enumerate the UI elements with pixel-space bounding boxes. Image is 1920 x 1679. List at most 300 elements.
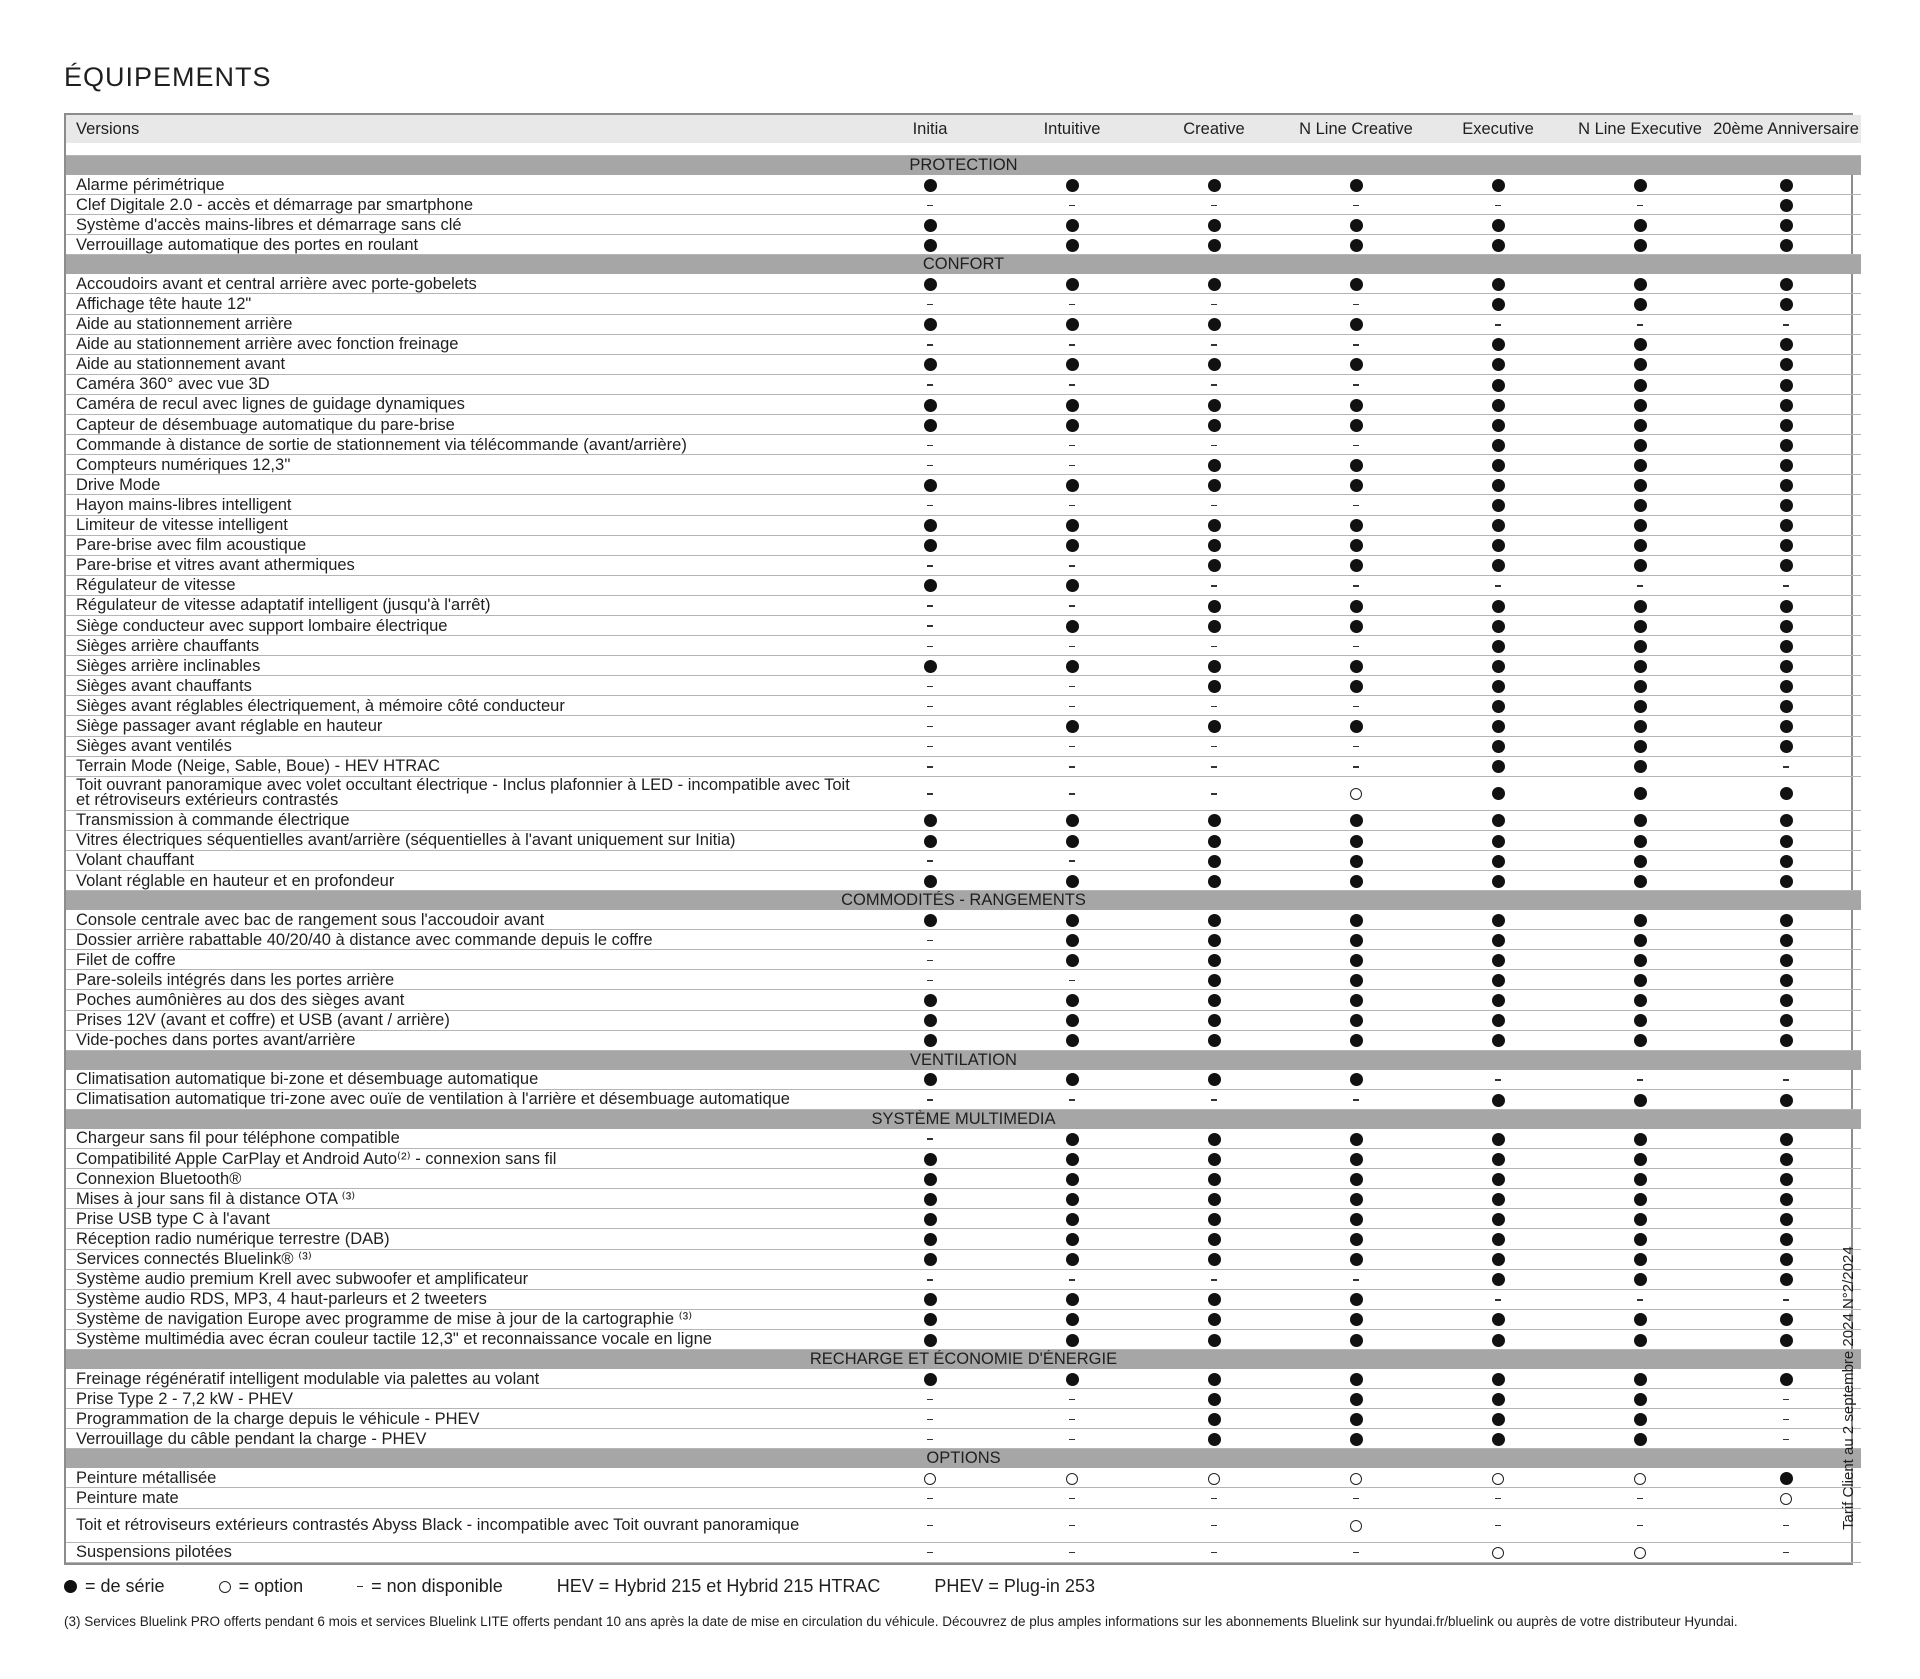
not-available-dash-icon: [927, 706, 933, 708]
standard-dot-icon: [1350, 1373, 1363, 1386]
not-available-dash-icon: [927, 646, 933, 648]
not-available-dash-icon: [927, 1552, 933, 1554]
not-available-dash-icon: [1353, 304, 1359, 306]
availability-cell: [1569, 1309, 1711, 1329]
equipment-label: Aide au stationnement avant: [66, 354, 859, 374]
legend-option-label: = option: [238, 1576, 304, 1596]
not-available-dash-icon: [1211, 205, 1217, 207]
standard-dot-icon: [1634, 1433, 1647, 1446]
availability-cell: [1001, 676, 1143, 696]
standard-dot-icon: [1634, 934, 1647, 947]
availability-cell: [1001, 535, 1143, 555]
standard-dot-icon: [1066, 539, 1079, 552]
availability-cell: [1285, 696, 1427, 716]
not-available-dash-icon: [1637, 1299, 1643, 1301]
availability-cell: [859, 274, 1001, 294]
availability-cell: [1143, 334, 1285, 354]
equipment-label: Sièges avant chauffants: [66, 676, 859, 696]
availability-cell: [1285, 1229, 1427, 1249]
availability-cell: [859, 676, 1001, 696]
availability-cell: [1001, 930, 1143, 950]
not-available-dash-icon: [1353, 766, 1359, 768]
availability-cell: [859, 615, 1001, 635]
standard-dot-icon: [1492, 1253, 1505, 1266]
not-available-dash-icon: [1783, 1299, 1789, 1301]
availability-cell: [1285, 950, 1427, 970]
availability-cell: [1569, 515, 1711, 535]
standard-dot-icon: [1350, 914, 1363, 927]
section-title: SYSTÈME MULTIMEDIA: [66, 1109, 1861, 1129]
table-row: [66, 595, 1861, 615]
availability-cell: [1143, 575, 1285, 595]
standard-dot-icon: [1492, 787, 1505, 800]
availability-cell: [1711, 394, 1861, 414]
availability-cell: [1569, 354, 1711, 374]
standard-dot-icon: [1634, 379, 1647, 392]
table-header: [66, 115, 1861, 156]
not-available-dash-icon: [1783, 1079, 1789, 1081]
standard-dot-icon: [1634, 298, 1647, 311]
standard-dot-icon: [1066, 1193, 1079, 1206]
availability-cell: [1143, 716, 1285, 736]
availability-cell: [1569, 990, 1711, 1010]
availability-cell: [1711, 1329, 1861, 1349]
standard-dot-icon: [1634, 1233, 1647, 1246]
standard-dot-icon: [1492, 974, 1505, 987]
availability-cell: [1427, 756, 1569, 776]
table-row: [66, 1389, 1861, 1409]
standard-dot-icon: [1350, 1133, 1363, 1146]
availability-cell: [859, 595, 1001, 615]
standard-dot-icon: [1492, 660, 1505, 673]
standard-dot-icon: [924, 1193, 937, 1206]
availability-cell: [1711, 1030, 1861, 1050]
availability-cell: [1285, 274, 1427, 294]
availability-cell: [1285, 455, 1427, 475]
standard-dot-icon: [1208, 1034, 1221, 1047]
availability-cell: [1427, 871, 1569, 891]
equipment-label: Chargeur sans fil pour téléphone compatible: [66, 1129, 859, 1149]
standard-dot-icon: [1066, 358, 1079, 371]
standard-dot-icon: [924, 1233, 937, 1246]
availability-cell: [1427, 850, 1569, 870]
standard-dot-icon: [1780, 934, 1793, 947]
legend: [64, 1576, 1149, 1597]
standard-dot-icon: [1066, 814, 1079, 827]
equipment-label: Alarme périmétrique: [66, 175, 859, 195]
equipment-label: Réception radio numérique terrestre (DAB): [66, 1229, 859, 1249]
equipment-label: Volant chauffant: [66, 850, 859, 870]
availability-cell: [1001, 1129, 1143, 1149]
standard-dot-icon: [1350, 954, 1363, 967]
equipment-label: Transmission à commande électrique: [66, 810, 859, 830]
table-row: [66, 1209, 1861, 1229]
legend-hev: HEV = Hybrid 215 et Hybrid 215 HTRAC: [556, 1576, 881, 1596]
standard-dot-icon: [1634, 914, 1647, 927]
not-available-dash-icon: [1069, 304, 1075, 306]
standard-dot-icon: [1350, 835, 1363, 848]
standard-dot-icon: [1492, 1233, 1505, 1246]
equipment-label: Compatibilité Apple CarPlay et Android Auto⁽²⁾ - connexion sans fil: [66, 1149, 859, 1169]
availability-cell: [1143, 175, 1285, 195]
not-available-dash-icon: [927, 766, 933, 768]
availability-cell: [1711, 575, 1861, 595]
standard-dot-icon: [1634, 239, 1647, 252]
availability-cell: [859, 736, 1001, 756]
standard-dot-icon: [1208, 1293, 1221, 1306]
section-header-row: [66, 1449, 1861, 1469]
not-available-dash-icon: [1353, 1099, 1359, 1101]
not-available-dash-icon: [1211, 585, 1217, 587]
table-row: [66, 1488, 1861, 1508]
table-row: [66, 716, 1861, 736]
standard-dot-icon: [1634, 1313, 1647, 1326]
standard-dot-icon: [1350, 519, 1363, 532]
not-available-dash-icon: [1783, 1552, 1789, 1554]
availability-cell: [1143, 354, 1285, 374]
standard-dot-icon: [924, 1334, 937, 1347]
standard-dot-icon: [1780, 994, 1793, 1007]
availability-cell: [1427, 1468, 1569, 1488]
not-available-dash-icon: [1069, 1099, 1075, 1101]
standard-dot-icon: [924, 1293, 937, 1306]
standard-dot-icon: [1780, 199, 1793, 212]
not-available-dash-icon: [1211, 766, 1217, 768]
availability-cell: [1285, 495, 1427, 515]
not-available-dash-icon: [1211, 1525, 1217, 1527]
availability-cell: [1143, 1309, 1285, 1329]
availability-cell: [1143, 1389, 1285, 1409]
availability-cell: [1569, 1369, 1711, 1389]
table-row: [66, 1149, 1861, 1169]
standard-dot-icon: [1634, 539, 1647, 552]
availability-cell: [1143, 850, 1285, 870]
availability-cell: [1285, 1169, 1427, 1189]
not-available-dash-icon: [1495, 1498, 1501, 1500]
version-header-executive: Executive: [1427, 115, 1569, 143]
table-row: [66, 990, 1861, 1010]
standard-dot-icon: [1492, 680, 1505, 693]
standard-dot-icon: [1780, 358, 1793, 371]
availability-cell: [1285, 215, 1427, 235]
standard-dot-icon: [1350, 1073, 1363, 1086]
equipment-label: Drive Mode: [66, 475, 859, 495]
not-available-dash-icon: [1069, 1498, 1075, 1500]
availability-cell: [1711, 1010, 1861, 1030]
availability-cell: [1569, 810, 1711, 830]
table-row: [66, 1289, 1861, 1309]
table-row: [66, 354, 1861, 374]
equipment-label: Pare-brise et vitres avant athermiques: [66, 555, 859, 575]
table-row: [66, 810, 1861, 830]
availability-cell: [859, 1329, 1001, 1349]
not-available-dash-icon: [1211, 1099, 1217, 1101]
availability-cell: [1427, 1369, 1569, 1389]
availability-cell: [1001, 374, 1143, 394]
standard-dot-icon: [1208, 1193, 1221, 1206]
availability-cell: [1143, 394, 1285, 414]
standard-dot-icon: [1350, 994, 1363, 1007]
availability-cell: [859, 756, 1001, 776]
availability-cell: [1427, 1269, 1569, 1289]
option-circle-icon: [1492, 1547, 1504, 1559]
availability-cell: [1711, 475, 1861, 495]
standard-dot-icon: [1350, 1193, 1363, 1206]
not-available-dash-icon: [1353, 706, 1359, 708]
standard-dot-icon: [1208, 934, 1221, 947]
availability-cell: [1285, 716, 1427, 736]
availability-cell: [1143, 636, 1285, 656]
standard-dot-icon: [1780, 559, 1793, 572]
availability-cell: [1285, 1329, 1427, 1349]
option-circle-icon: [1492, 1473, 1504, 1485]
standard-dot-icon: [1634, 875, 1647, 888]
availability-cell: [859, 1030, 1001, 1050]
availability-cell: [1569, 736, 1711, 756]
standard-dot-icon: [1350, 934, 1363, 947]
availability-cell: [1285, 910, 1427, 930]
availability-cell: [1143, 950, 1285, 970]
page-title: ÉQUIPEMENTS: [64, 62, 272, 93]
standard-dot-icon: [1634, 1273, 1647, 1286]
availability-cell: [859, 910, 1001, 930]
availability-cell: [1285, 756, 1427, 776]
availability-cell: [1711, 930, 1861, 950]
table-row: [66, 830, 1861, 850]
equipment-label: Dossier arrière rabattable 40/20/40 à distance avec commande depuis le coffre: [66, 930, 859, 950]
availability-cell: [1285, 1409, 1427, 1429]
equipment-label: Prises 12V (avant et coffre) et USB (avant / arrière): [66, 1010, 859, 1030]
availability-cell: [1711, 555, 1861, 575]
standard-dot-icon: [1066, 1253, 1079, 1266]
availability-cell: [1143, 990, 1285, 1010]
availability-cell: [1569, 555, 1711, 575]
availability-cell: [1001, 1488, 1143, 1508]
standard-dot-icon: [1350, 318, 1363, 331]
availability-cell: [859, 636, 1001, 656]
standard-dot-icon: [1066, 278, 1079, 291]
standard-dot-icon: [1208, 519, 1221, 532]
availability-cell: [1427, 776, 1569, 810]
standard-dot-icon: [1780, 974, 1793, 987]
availability-cell: [1569, 1389, 1711, 1409]
equipment-label: Limiteur de vitesse intelligent: [66, 515, 859, 535]
not-available-dash-icon: [1069, 1525, 1075, 1527]
standard-dot-icon: [1780, 1153, 1793, 1166]
standard-dot-icon: [1780, 1014, 1793, 1027]
standard-dot-icon: [1208, 318, 1221, 331]
standard-dot-icon: [1780, 855, 1793, 868]
version-header-initia: Initia: [859, 115, 1001, 143]
availability-cell: [1711, 435, 1861, 455]
availability-cell: [1711, 515, 1861, 535]
standard-dot-icon: [1350, 1233, 1363, 1246]
standard-dot-icon: [1066, 239, 1079, 252]
not-available-dash-icon: [1211, 746, 1217, 748]
table-row: [66, 435, 1861, 455]
availability-cell: [1285, 394, 1427, 414]
version-header-20eme-anniversaire: 20ème Anniversaire: [1711, 115, 1861, 143]
table-row: [66, 950, 1861, 970]
equipment-label: Programmation de la charge depuis le véhicule - PHEV: [66, 1409, 859, 1429]
standard-dot-icon: [1066, 1153, 1079, 1166]
availability-cell: [859, 435, 1001, 455]
equipment-label: Pare-soleils intégrés dans les portes arrière: [66, 970, 859, 990]
not-available-dash-icon: [1211, 1552, 1217, 1554]
not-available-dash-icon: [1353, 746, 1359, 748]
availability-cell: [1143, 1229, 1285, 1249]
availability-cell: [1711, 950, 1861, 970]
availability-cell: [1001, 696, 1143, 716]
not-available-dash-icon: [1211, 706, 1217, 708]
availability-cell: [1143, 374, 1285, 394]
not-available-dash-icon: [1495, 1299, 1501, 1301]
availability-cell: [1143, 294, 1285, 314]
not-available-dash-icon: [1353, 1552, 1359, 1554]
availability-cell: [1001, 415, 1143, 435]
standard-dot-icon: [1350, 1433, 1363, 1446]
equipment-label: Terrain Mode (Neige, Sable, Boue) - HEV HTRAC: [66, 756, 859, 776]
standard-dot-icon: [1634, 179, 1647, 192]
standard-dot-icon: [1066, 1293, 1079, 1306]
availability-cell: [1143, 871, 1285, 891]
standard-dot-icon: [1492, 1094, 1505, 1107]
standard-dot-icon: [1634, 419, 1647, 432]
standard-dot-icon: [1634, 787, 1647, 800]
standard-dot-icon: [1780, 680, 1793, 693]
availability-cell: [1427, 354, 1569, 374]
standard-dot-icon: [1634, 620, 1647, 633]
standard-dot-icon: [1492, 239, 1505, 252]
availability-cell: [859, 1169, 1001, 1189]
standard-dot-icon: [1208, 539, 1221, 552]
availability-cell: [1285, 314, 1427, 334]
not-available-dash-icon: [1069, 686, 1075, 688]
availability-cell: [1427, 636, 1569, 656]
equipment-label: Sièges arrière inclinables: [66, 656, 859, 676]
availability-cell: [1285, 1309, 1427, 1329]
standard-dot-icon: [1350, 1014, 1363, 1027]
availability-cell: [1427, 656, 1569, 676]
table-row: [66, 871, 1861, 891]
availability-cell: [1427, 1508, 1569, 1542]
standard-dot-icon: [1350, 239, 1363, 252]
standard-dot-icon: [1492, 338, 1505, 351]
table-row: [66, 1429, 1861, 1449]
availability-cell: [1569, 1149, 1711, 1169]
section-title: OPTIONS: [66, 1449, 1861, 1469]
standard-dot-icon: [1208, 239, 1221, 252]
standard-dot-icon: [1350, 1334, 1363, 1347]
not-available-dash-icon: [1069, 445, 1075, 447]
standard-dot-icon: [1208, 419, 1221, 432]
availability-cell: [1569, 314, 1711, 334]
standard-dot-icon: [1350, 680, 1363, 693]
standard-dot-icon: [1208, 278, 1221, 291]
standard-dot-icon: [1066, 720, 1079, 733]
standard-dot-icon: [1780, 914, 1793, 927]
not-available-dash-icon: [927, 465, 933, 467]
equipment-label: Affichage tête haute 12": [66, 294, 859, 314]
table-row: [66, 1508, 1861, 1542]
availability-cell: [1569, 374, 1711, 394]
not-available-dash-icon: [927, 384, 933, 386]
option-circle-icon: [219, 1581, 231, 1593]
standard-dot-icon: [1350, 419, 1363, 432]
availability-cell: [1143, 930, 1285, 950]
availability-cell: [1001, 1508, 1143, 1542]
not-available-dash-icon: [1495, 205, 1501, 207]
not-available-dash-icon: [927, 625, 933, 627]
equipment-label: Prise Type 2 - 7,2 kW - PHEV: [66, 1389, 859, 1409]
availability-cell: [1285, 555, 1427, 575]
availability-cell: [1285, 1149, 1427, 1169]
version-header-n-line-executive: N Line Executive: [1569, 115, 1711, 143]
standard-dot-icon: [924, 1034, 937, 1047]
availability-cell: [1001, 1468, 1143, 1488]
availability-cell: [859, 776, 1001, 810]
availability-cell: [1711, 910, 1861, 930]
standard-dot-icon: [1208, 459, 1221, 472]
equipment-label: Siège passager avant réglable en hauteur: [66, 716, 859, 736]
availability-cell: [1143, 515, 1285, 535]
availability-cell: [1001, 274, 1143, 294]
standard-dot-icon: [1350, 855, 1363, 868]
availability-cell: [1143, 555, 1285, 575]
standard-dot-icon: [1208, 399, 1221, 412]
availability-cell: [1285, 850, 1427, 870]
equipment-label: Siège conducteur avec support lombaire électrique: [66, 615, 859, 635]
table-row: [66, 910, 1861, 930]
table-row: [66, 970, 1861, 990]
availability-cell: [1569, 756, 1711, 776]
standard-dot-icon: [1634, 459, 1647, 472]
availability-cell: [1427, 1429, 1569, 1449]
section-header-row: [66, 891, 1861, 911]
availability-cell: [859, 1209, 1001, 1229]
equipment-label: Caméra 360° avec vue 3D: [66, 374, 859, 394]
standard-dot-icon: [1492, 278, 1505, 291]
availability-cell: [1143, 475, 1285, 495]
availability-cell: [1143, 195, 1285, 215]
availability-cell: [1569, 1542, 1711, 1562]
availability-cell: [1569, 1508, 1711, 1542]
availability-cell: [1285, 636, 1427, 656]
availability-cell: [1427, 374, 1569, 394]
availability-cell: [1569, 1089, 1711, 1109]
standard-dot-icon: [924, 479, 937, 492]
equipment-label: Console centrale avec bac de rangement sous l'accoudoir avant: [66, 910, 859, 930]
standard-dot-icon: [1208, 1413, 1221, 1426]
availability-cell: [1285, 535, 1427, 555]
standard-dot-icon: [1780, 814, 1793, 827]
availability-cell: [1143, 1329, 1285, 1349]
legend-not-available: [357, 1576, 503, 1597]
availability-cell: [1569, 274, 1711, 294]
availability-cell: [1285, 656, 1427, 676]
equipment-label: Régulateur de vitesse: [66, 575, 859, 595]
availability-cell: [1285, 1488, 1427, 1508]
standard-dot-icon: [924, 399, 937, 412]
availability-cell: [1711, 1169, 1861, 1189]
standard-dot-icon: [1634, 559, 1647, 572]
availability-cell: [1427, 455, 1569, 475]
availability-cell: [1143, 314, 1285, 334]
availability-cell: [1143, 215, 1285, 235]
standard-dot-icon: [1492, 1193, 1505, 1206]
standard-dot-icon: [1634, 994, 1647, 1007]
standard-dot-icon: [1780, 954, 1793, 967]
